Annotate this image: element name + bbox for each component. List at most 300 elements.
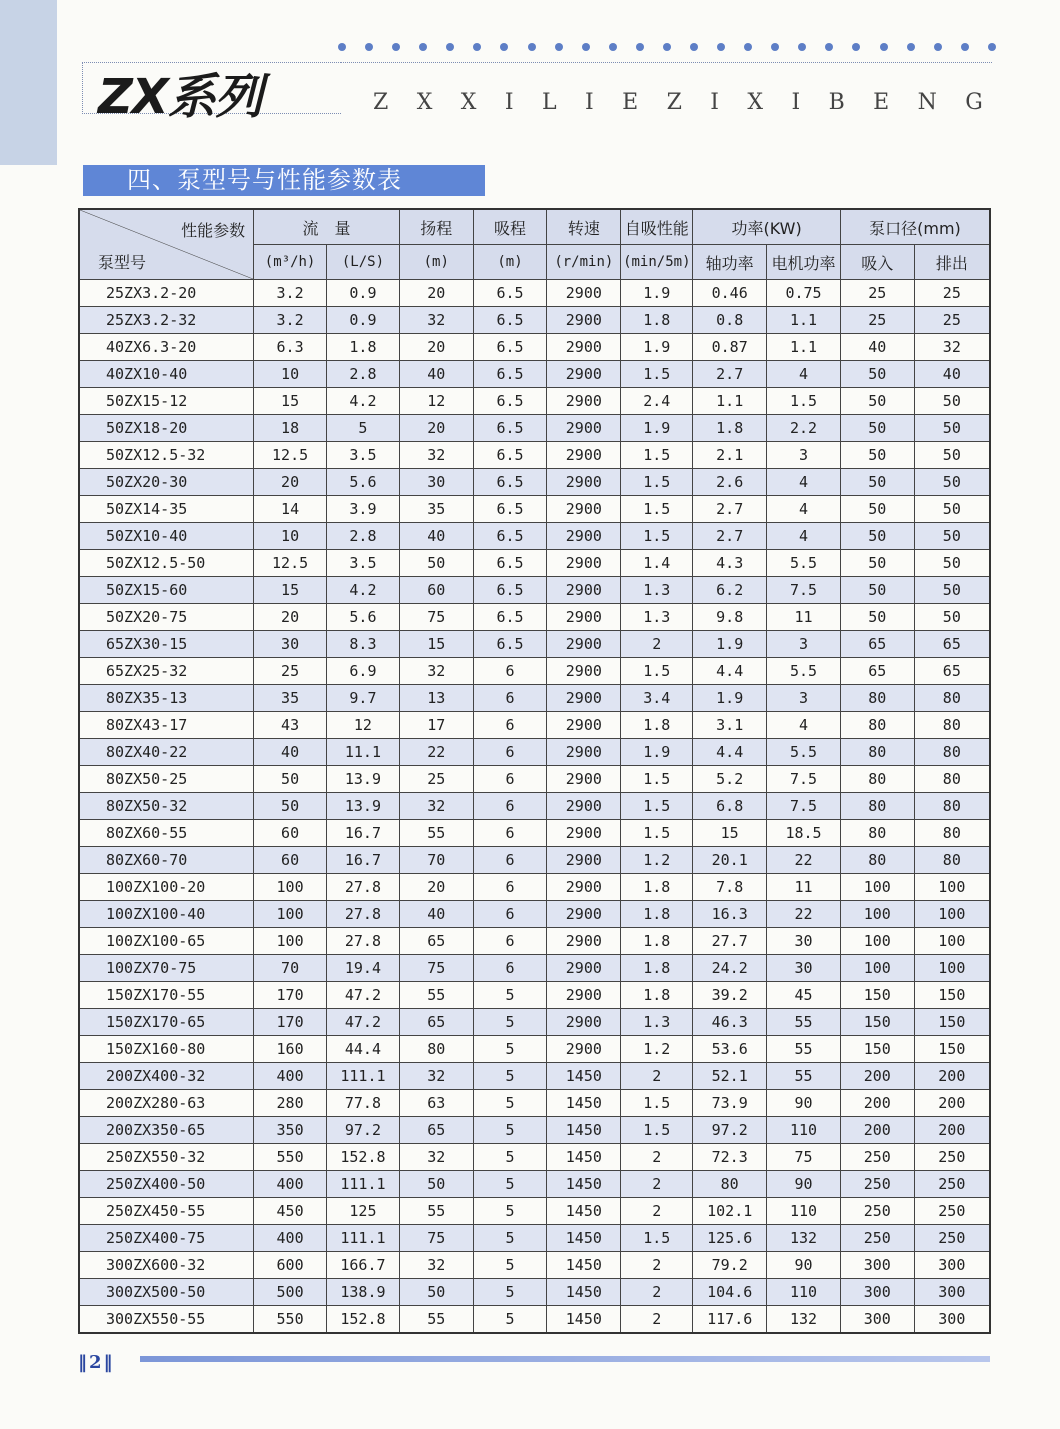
pinyin-letter: I — [791, 90, 801, 115]
value-cell: 400 — [254, 1171, 327, 1198]
value-cell: 75 — [767, 1144, 841, 1171]
value-cell: 16.7 — [327, 820, 400, 847]
value-cell: 2.6 — [693, 469, 767, 496]
value-cell: 6.9 — [327, 658, 400, 685]
value-cell: 250 — [840, 1144, 914, 1171]
value-cell: 2900 — [547, 496, 621, 523]
model-cell: 50ZX10-40 — [79, 523, 254, 550]
value-cell: 50 — [914, 496, 990, 523]
value-cell: 104.6 — [693, 1279, 767, 1306]
value-cell: 125.6 — [693, 1225, 767, 1252]
value-cell: 1450 — [547, 1144, 621, 1171]
value-cell: 1.5 — [621, 820, 693, 847]
value-cell: 97.2 — [327, 1117, 400, 1144]
model-cell: 100ZX100-20 — [79, 874, 254, 901]
value-cell: 1.1 — [767, 334, 841, 361]
value-cell: 250 — [914, 1198, 990, 1225]
value-cell: 32 — [399, 442, 473, 469]
value-cell: 15 — [254, 388, 327, 415]
value-cell: 60 — [399, 577, 473, 604]
value-cell: 50 — [399, 1279, 473, 1306]
value-cell: 50 — [840, 388, 914, 415]
value-cell: 6.3 — [254, 334, 327, 361]
value-cell: 111.1 — [327, 1225, 400, 1252]
table-row — [79, 334, 990, 361]
value-cell: 44.4 — [327, 1036, 400, 1063]
value-cell: 65 — [840, 658, 914, 685]
table-row — [79, 982, 990, 1009]
value-cell: 80 — [914, 766, 990, 793]
table-row — [79, 280, 990, 307]
value-cell: 80 — [840, 739, 914, 766]
value-cell: 6.2 — [693, 577, 767, 604]
value-cell: 22 — [767, 847, 841, 874]
value-cell: 110 — [767, 1117, 841, 1144]
value-cell: 1.8 — [327, 334, 400, 361]
value-cell: 2900 — [547, 1036, 621, 1063]
value-cell: 55 — [399, 1306, 473, 1334]
value-cell: 32 — [399, 658, 473, 685]
value-cell: 11 — [767, 874, 841, 901]
value-cell: 1.3 — [621, 1009, 693, 1036]
value-cell: 15 — [693, 820, 767, 847]
value-cell: 450 — [254, 1198, 327, 1225]
value-cell: 200 — [840, 1117, 914, 1144]
value-cell: 17 — [399, 712, 473, 739]
value-cell: 30 — [254, 631, 327, 658]
value-cell: 1450 — [547, 1171, 621, 1198]
value-cell: 6.5 — [473, 361, 547, 388]
model-cell: 100ZX100-65 — [79, 928, 254, 955]
value-cell: 5 — [473, 1063, 547, 1090]
value-cell: 2 — [621, 631, 693, 658]
header-outlet: 排出 — [914, 245, 990, 280]
value-cell: 50 — [840, 523, 914, 550]
value-cell: 2.7 — [693, 496, 767, 523]
value-cell: 25 — [914, 280, 990, 307]
value-cell: 3 — [767, 685, 841, 712]
value-cell: 1.8 — [621, 982, 693, 1009]
value-cell: 50 — [840, 415, 914, 442]
value-cell: 3.1 — [693, 712, 767, 739]
value-cell: 80 — [840, 820, 914, 847]
pinyin-letter: B — [828, 90, 845, 115]
header-performance-label: 性能参数 — [181, 221, 246, 240]
pinyin-letter: X — [460, 90, 477, 115]
page-number: ‖2‖ — [78, 1352, 115, 1373]
value-cell: 6.5 — [473, 280, 547, 307]
value-cell: 100 — [914, 955, 990, 982]
value-cell: 32 — [399, 1063, 473, 1090]
value-cell: 27.8 — [327, 901, 400, 928]
value-cell: 65 — [914, 631, 990, 658]
model-cell: 150ZX170-55 — [79, 982, 254, 1009]
value-cell: 32 — [399, 307, 473, 334]
value-cell: 2900 — [547, 928, 621, 955]
table-row — [79, 1252, 990, 1279]
value-cell: 40 — [399, 361, 473, 388]
value-cell: 300 — [914, 1252, 990, 1279]
value-cell: 6.5 — [473, 631, 547, 658]
value-cell: 2.7 — [693, 361, 767, 388]
value-cell: 2.2 — [767, 415, 841, 442]
model-cell: 300ZX600-32 — [79, 1252, 254, 1279]
value-cell: 500 — [254, 1279, 327, 1306]
value-cell: 4 — [767, 523, 841, 550]
value-cell: 5 — [473, 1279, 547, 1306]
value-cell: 150 — [840, 1009, 914, 1036]
value-cell: 50 — [840, 604, 914, 631]
table-row — [79, 1279, 990, 1306]
value-cell: 90 — [767, 1090, 841, 1117]
value-cell: 12.5 — [254, 442, 327, 469]
value-cell: 1.9 — [693, 685, 767, 712]
model-cell: 300ZX500-50 — [79, 1279, 254, 1306]
value-cell: 19.4 — [327, 955, 400, 982]
performance-table — [78, 208, 991, 1334]
value-cell: 80 — [399, 1036, 473, 1063]
value-cell: 4.2 — [327, 577, 400, 604]
value-cell: 24.2 — [693, 955, 767, 982]
value-cell: 0.46 — [693, 280, 767, 307]
value-cell: 2.1 — [693, 442, 767, 469]
value-cell: 150 — [914, 1009, 990, 1036]
table-row — [79, 847, 990, 874]
value-cell: 55 — [767, 1063, 841, 1090]
value-cell: 6 — [473, 658, 547, 685]
value-cell: 2900 — [547, 631, 621, 658]
value-cell: 1.5 — [767, 388, 841, 415]
value-cell: 150 — [914, 1036, 990, 1063]
value-cell: 79.2 — [693, 1252, 767, 1279]
header-port-diameter: 泵口径(mm) — [840, 209, 990, 245]
value-cell: 55 — [767, 1009, 841, 1036]
value-cell: 150 — [840, 982, 914, 1009]
value-cell: 80 — [693, 1171, 767, 1198]
value-cell: 117.6 — [693, 1306, 767, 1334]
value-cell: 1.5 — [621, 523, 693, 550]
value-cell: 250 — [840, 1225, 914, 1252]
value-cell: 13.9 — [327, 793, 400, 820]
value-cell: 170 — [254, 1009, 327, 1036]
pinyin-letter: I — [584, 90, 594, 115]
value-cell: 100 — [254, 928, 327, 955]
value-cell: 20 — [254, 604, 327, 631]
value-cell: 1.9 — [621, 415, 693, 442]
value-cell: 73.9 — [693, 1090, 767, 1117]
value-cell: 2900 — [547, 847, 621, 874]
value-cell: 1.8 — [621, 712, 693, 739]
model-cell: 80ZX60-55 — [79, 820, 254, 847]
value-cell: 6.5 — [473, 496, 547, 523]
header-diagonal-cell — [79, 209, 254, 280]
model-cell: 250ZX400-50 — [79, 1171, 254, 1198]
value-cell: 5 — [473, 1009, 547, 1036]
value-cell: 5 — [473, 1036, 547, 1063]
value-cell: 2 — [621, 1279, 693, 1306]
value-cell: 2900 — [547, 658, 621, 685]
value-cell: 0.87 — [693, 334, 767, 361]
value-cell: 5 — [473, 1090, 547, 1117]
value-cell: 5.5 — [767, 550, 841, 577]
value-cell: 80 — [840, 712, 914, 739]
table-row — [79, 1036, 990, 1063]
value-cell: 97.2 — [693, 1117, 767, 1144]
table-row — [79, 1306, 990, 1334]
value-cell: 6 — [473, 928, 547, 955]
value-cell: 170 — [254, 982, 327, 1009]
header-dotted-line — [340, 62, 992, 63]
table-row — [79, 631, 990, 658]
model-cell: 200ZX350-65 — [79, 1117, 254, 1144]
pinyin-letter: G — [965, 90, 983, 115]
page-number-value: 2 — [89, 1352, 104, 1373]
value-cell: 400 — [254, 1063, 327, 1090]
table-row — [79, 1117, 990, 1144]
value-cell: 50 — [840, 361, 914, 388]
value-cell: 70 — [254, 955, 327, 982]
value-cell: 2900 — [547, 361, 621, 388]
value-cell: 80 — [914, 685, 990, 712]
value-cell: 65 — [399, 928, 473, 955]
value-cell: 6.5 — [473, 523, 547, 550]
value-cell: 1.9 — [621, 280, 693, 307]
table-row — [79, 658, 990, 685]
value-cell: 1.8 — [621, 901, 693, 928]
table-row — [79, 496, 990, 523]
value-cell: 7.5 — [767, 766, 841, 793]
value-cell: 2900 — [547, 523, 621, 550]
model-cell: 80ZX43-17 — [79, 712, 254, 739]
table-row — [79, 1225, 990, 1252]
value-cell: 20 — [399, 334, 473, 361]
header-model-label: 泵型号 — [98, 253, 147, 272]
model-cell: 50ZX20-30 — [79, 469, 254, 496]
value-cell: 1.8 — [621, 928, 693, 955]
value-cell: 50 — [840, 577, 914, 604]
value-cell: 4 — [767, 361, 841, 388]
value-cell: 110 — [767, 1279, 841, 1306]
header-self-priming: 自吸性能 — [621, 209, 693, 245]
value-cell: 53.6 — [693, 1036, 767, 1063]
value-cell: 2900 — [547, 550, 621, 577]
value-cell: 100 — [840, 928, 914, 955]
value-cell: 3.4 — [621, 685, 693, 712]
value-cell: 20 — [399, 415, 473, 442]
value-cell: 6 — [473, 712, 547, 739]
pinyin-letter: X — [747, 90, 764, 115]
value-cell: 6 — [473, 793, 547, 820]
value-cell: 1.4 — [621, 550, 693, 577]
model-cell: 65ZX25-32 — [79, 658, 254, 685]
value-cell: 18.5 — [767, 820, 841, 847]
model-cell: 100ZX70-75 — [79, 955, 254, 982]
value-cell: 55 — [399, 982, 473, 1009]
value-cell: 3.5 — [327, 442, 400, 469]
value-cell: 102.1 — [693, 1198, 767, 1225]
header-power: 功率(KW) — [693, 209, 841, 245]
value-cell: 132 — [767, 1225, 841, 1252]
value-cell: 52.1 — [693, 1063, 767, 1090]
value-cell: 200 — [914, 1063, 990, 1090]
value-cell: 1.3 — [621, 604, 693, 631]
value-cell: 22 — [399, 739, 473, 766]
value-cell: 2900 — [547, 901, 621, 928]
value-cell: 2 — [621, 1306, 693, 1334]
value-cell: 20 — [254, 469, 327, 496]
value-cell: 1.8 — [621, 307, 693, 334]
value-cell: 6.5 — [473, 442, 547, 469]
value-cell: 5 — [473, 1306, 547, 1334]
table-row — [79, 550, 990, 577]
value-cell: 9.7 — [327, 685, 400, 712]
value-cell: 65 — [399, 1009, 473, 1036]
value-cell: 47.2 — [327, 982, 400, 1009]
value-cell: 27.7 — [693, 928, 767, 955]
value-cell: 50 — [840, 442, 914, 469]
table-row — [79, 523, 990, 550]
table-row — [79, 928, 990, 955]
value-cell: 0.9 — [327, 280, 400, 307]
model-cell: 40ZX10-40 — [79, 361, 254, 388]
value-cell: 1.1 — [767, 307, 841, 334]
unit-head: (m) — [399, 245, 473, 280]
value-cell: 5 — [473, 1225, 547, 1252]
value-cell: 2.4 — [621, 388, 693, 415]
value-cell: 25 — [914, 307, 990, 334]
value-cell: 100 — [914, 901, 990, 928]
value-cell: 80 — [914, 739, 990, 766]
table-row — [79, 361, 990, 388]
model-cell: 80ZX50-25 — [79, 766, 254, 793]
header-inlet: 吸入 — [840, 245, 914, 280]
value-cell: 5 — [473, 1171, 547, 1198]
value-cell: 15 — [399, 631, 473, 658]
pinyin-letter: E — [622, 90, 639, 115]
value-cell: 11 — [767, 604, 841, 631]
value-cell: 3 — [767, 631, 841, 658]
table-row — [79, 388, 990, 415]
value-cell: 50 — [399, 1171, 473, 1198]
value-cell: 1.1 — [693, 388, 767, 415]
value-cell: 40 — [254, 739, 327, 766]
table-row — [79, 793, 990, 820]
value-cell: 2 — [621, 1144, 693, 1171]
value-cell: 2900 — [547, 955, 621, 982]
value-cell: 1.5 — [621, 766, 693, 793]
value-cell: 50 — [254, 766, 327, 793]
value-cell: 3 — [767, 442, 841, 469]
value-cell: 50 — [914, 442, 990, 469]
value-cell: 0.75 — [767, 280, 841, 307]
value-cell: 5 — [473, 1144, 547, 1171]
value-cell: 1.9 — [621, 739, 693, 766]
value-cell: 160 — [254, 1036, 327, 1063]
value-cell: 1.8 — [621, 955, 693, 982]
value-cell: 250 — [914, 1144, 990, 1171]
value-cell: 2900 — [547, 793, 621, 820]
value-cell: 1.9 — [693, 631, 767, 658]
value-cell: 2.8 — [327, 523, 400, 550]
value-cell: 2900 — [547, 334, 621, 361]
pinyin-letter: I — [504, 90, 514, 115]
value-cell: 6 — [473, 685, 547, 712]
value-cell: 50 — [399, 550, 473, 577]
value-cell: 47.2 — [327, 1009, 400, 1036]
value-cell: 27.8 — [327, 874, 400, 901]
value-cell: 90 — [767, 1171, 841, 1198]
table-row — [79, 1090, 990, 1117]
model-cell: 25ZX3.2-32 — [79, 307, 254, 334]
value-cell: 16.7 — [327, 847, 400, 874]
value-cell: 20 — [399, 280, 473, 307]
model-cell: 80ZX60-70 — [79, 847, 254, 874]
value-cell: 80 — [914, 847, 990, 874]
value-cell: 46.3 — [693, 1009, 767, 1036]
model-cell: 150ZX170-65 — [79, 1009, 254, 1036]
model-cell: 50ZX14-35 — [79, 496, 254, 523]
value-cell: 1.9 — [621, 334, 693, 361]
value-cell: 300 — [840, 1279, 914, 1306]
value-cell: 60 — [254, 847, 327, 874]
value-cell: 14 — [254, 496, 327, 523]
value-cell: 1.5 — [621, 658, 693, 685]
value-cell: 2900 — [547, 604, 621, 631]
value-cell: 100 — [914, 928, 990, 955]
value-cell: 16.3 — [693, 901, 767, 928]
value-cell: 32 — [914, 334, 990, 361]
section-title: 四、泵型号与性能参数表 — [83, 165, 485, 196]
value-cell: 2.8 — [327, 361, 400, 388]
table-row — [79, 874, 990, 901]
value-cell: 13.9 — [327, 766, 400, 793]
model-cell: 300ZX550-55 — [79, 1306, 254, 1334]
value-cell: 2900 — [547, 280, 621, 307]
value-cell: 4 — [767, 496, 841, 523]
value-cell: 111.1 — [327, 1063, 400, 1090]
value-cell: 6 — [473, 955, 547, 982]
value-cell: 2900 — [547, 982, 621, 1009]
pinyin-letter: I — [710, 90, 719, 115]
value-cell: 7.8 — [693, 874, 767, 901]
value-cell: 27.8 — [327, 928, 400, 955]
value-cell: 2900 — [547, 469, 621, 496]
value-cell: 2900 — [547, 874, 621, 901]
value-cell: 3.2 — [254, 307, 327, 334]
model-cell: 65ZX30-15 — [79, 631, 254, 658]
model-cell: 50ZX20-75 — [79, 604, 254, 631]
value-cell: 6.5 — [473, 307, 547, 334]
value-cell: 40 — [914, 361, 990, 388]
value-cell: 39.2 — [693, 982, 767, 1009]
value-cell: 20.1 — [693, 847, 767, 874]
table-row — [79, 766, 990, 793]
value-cell: 13 — [399, 685, 473, 712]
value-cell: 2900 — [547, 577, 621, 604]
value-cell: 2.7 — [693, 523, 767, 550]
value-cell: 50 — [914, 523, 990, 550]
model-cell: 200ZX400-32 — [79, 1063, 254, 1090]
value-cell: 43 — [254, 712, 327, 739]
value-cell: 77.8 — [327, 1090, 400, 1117]
value-cell: 80 — [840, 766, 914, 793]
unit-flow-m3h: (m³/h) — [254, 245, 327, 280]
model-cell: 200ZX280-63 — [79, 1090, 254, 1117]
value-cell: 4 — [767, 712, 841, 739]
value-cell: 35 — [254, 685, 327, 712]
value-cell: 15 — [254, 577, 327, 604]
value-cell: 152.8 — [327, 1306, 400, 1334]
